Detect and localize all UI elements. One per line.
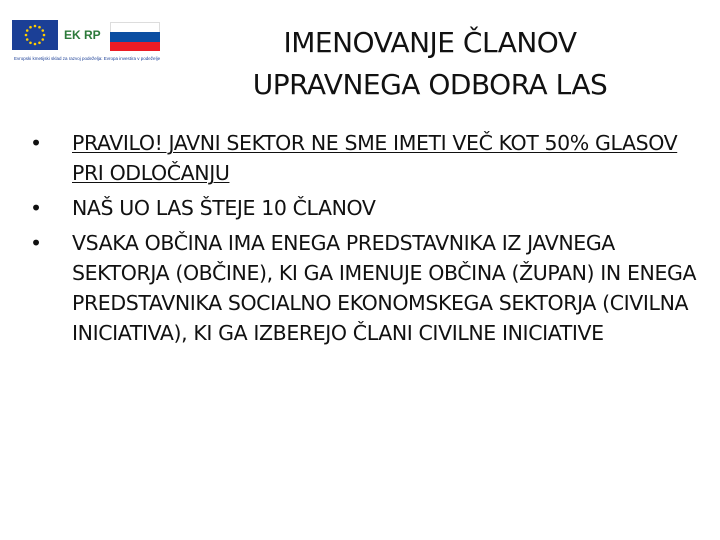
eu-star-icon	[29, 26, 32, 29]
eu-star-icon	[34, 25, 37, 28]
eu-flag-icon	[12, 20, 58, 50]
bullet-text: NAŠ UO LAS ŠTEJE 10 ČLANOV	[72, 196, 376, 220]
eu-stars	[12, 20, 58, 50]
bullet-text: VSAKA OBČINA IMA ENEGA PREDSTAVNIKA IZ JAVNEGA SEKTORJA (OBČINE), KI GA IMENUJE OBČINA (ŽUPAN) IN ENEGA PREDSTAVNIKA SOCIALNO EKONOMSKEGA SEKTORJA (CIVILNA INICIATIVA), KI GA IZBEREJO ČLANI CIVILNE INICIATIVE	[72, 231, 697, 345]
eu-star-icon	[29, 41, 32, 44]
bullet-item-representatives	[30, 228, 700, 348]
eu-star-icon	[34, 43, 37, 46]
eu-star-icon	[41, 38, 44, 41]
eu-star-icon	[38, 26, 41, 29]
logo-bar	[6, 14, 162, 64]
eu-star-icon	[26, 29, 29, 32]
logo-caption: Evropski kmetijski sklad za razvoj podeželja: Evropa investira v podeželje	[14, 56, 161, 61]
title-line-1: IMENOVANJE ČLANOV	[283, 26, 577, 59]
ekrp-logo-text: EK RP	[64, 28, 101, 42]
bullet-dot: •	[30, 231, 42, 255]
title-line-2: UPRAVNEGA ODBORA LAS	[252, 68, 608, 101]
bullet-dot: •	[30, 196, 42, 220]
bullet-dot: •	[30, 131, 42, 155]
bullet-text: PRAVILO! JAVNI SEKTOR NE SME IMETI VEČ KOT 50% GLASOV PRI ODLOČANJU	[72, 131, 678, 185]
eu-star-icon	[43, 34, 46, 37]
bullet-item-rule	[30, 128, 700, 188]
ekrp-logo	[64, 22, 106, 48]
bullet-list	[30, 128, 700, 353]
eu-star-icon	[41, 29, 44, 32]
slide-title	[150, 22, 710, 106]
eu-star-icon	[26, 38, 29, 41]
bullet-item-members	[30, 193, 700, 223]
eu-star-icon	[38, 41, 41, 44]
eu-star-icon	[25, 34, 28, 37]
